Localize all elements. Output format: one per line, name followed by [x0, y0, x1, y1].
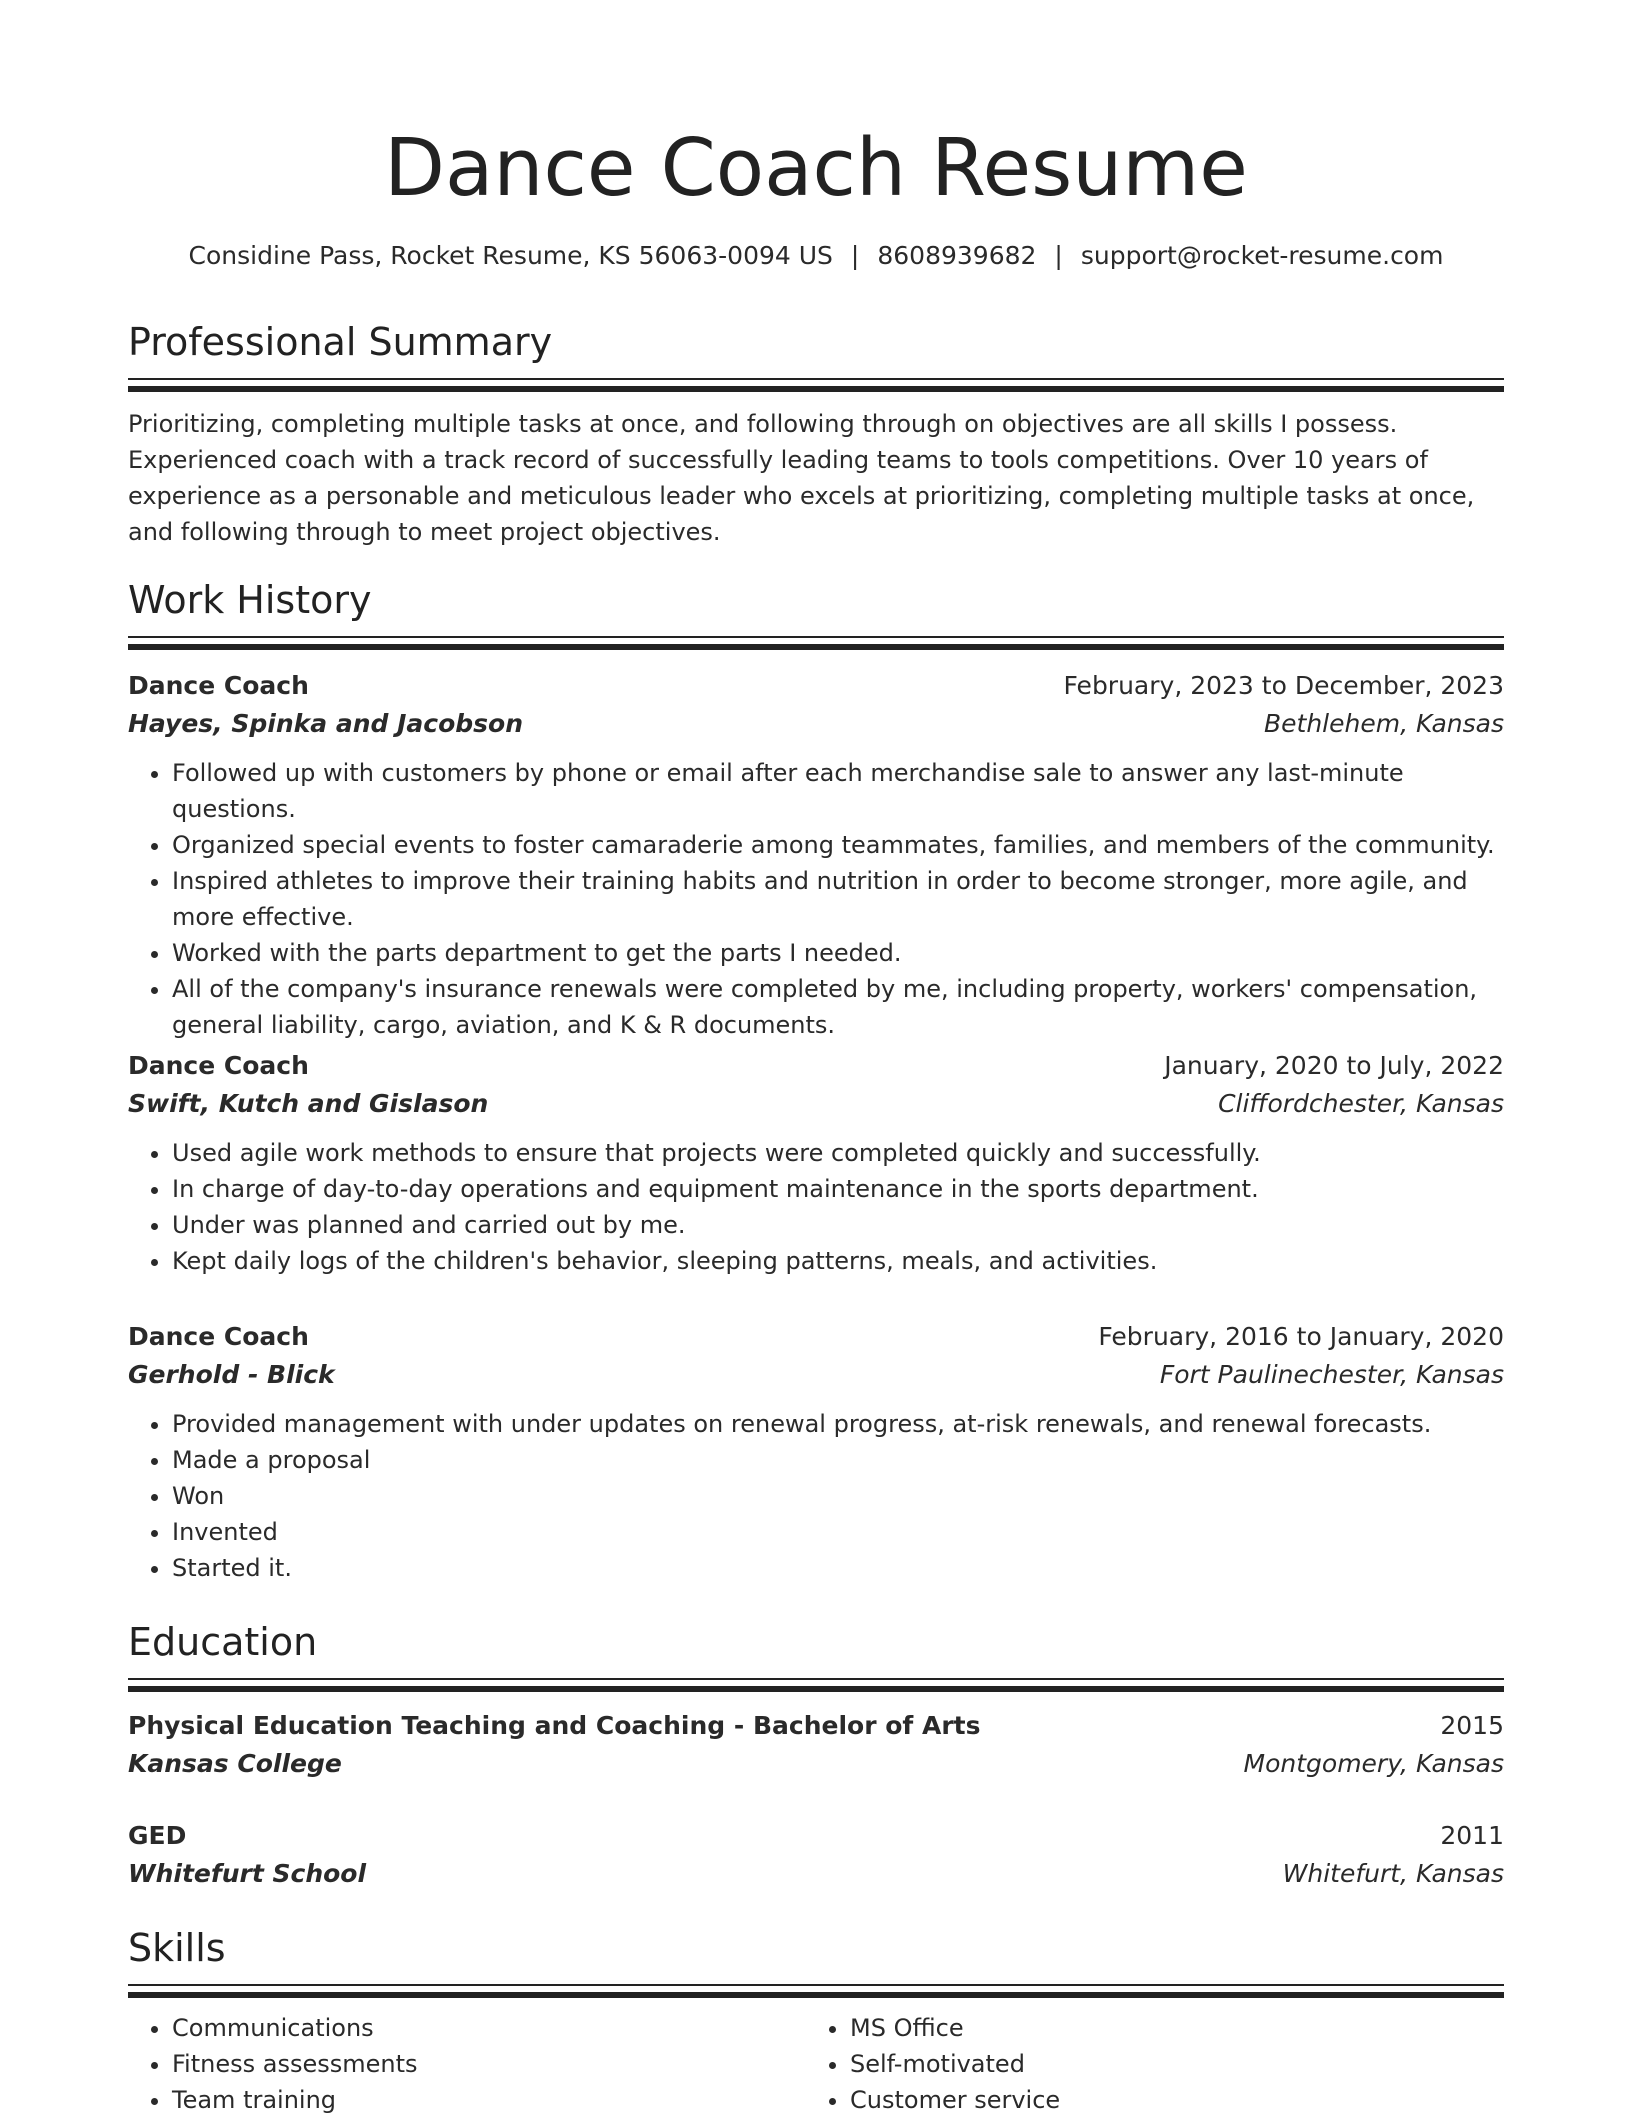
skills-list: [806, 2010, 1484, 2118]
list-item: • Followed up with customers by phone or email after each merchandise sale to answer any last-minute questions.: [172, 755, 1504, 827]
section-divider: [128, 1678, 1504, 1680]
job-company: Gerhold - Blick: [128, 1360, 335, 1389]
list-item: • All of the company's insurance renewals were completed by me, including property, workers' compensation, general liability, cargo, aviation, and K & R documents.: [172, 971, 1504, 1043]
skill-item: • Team training: [172, 2082, 806, 2118]
skill-item: • MS Office: [850, 2010, 1484, 2046]
section-divider-thick: [128, 1992, 1504, 1998]
section-divider: [128, 378, 1504, 380]
skills-section: [128, 1924, 1504, 2118]
section-divider-thick: [128, 1686, 1504, 1692]
summary-section: [128, 318, 1504, 550]
school-location: Montgomery, Kansas: [1243, 1749, 1504, 1778]
job-bullets: [128, 1406, 1504, 1586]
list-item: • Under was planned and carried out by me.: [172, 1207, 1504, 1243]
school-name: Whitefurt School: [128, 1859, 367, 1888]
job-company: Swift, Kutch and Gislason: [128, 1089, 489, 1118]
section-divider: [128, 636, 1504, 638]
work-history-section: [128, 576, 1504, 650]
job-dates: February, 2023 to December, 2023: [1063, 671, 1504, 700]
degree: GED: [128, 1821, 187, 1850]
skill-item: • Communications: [172, 2010, 806, 2046]
list-item: • Made a proposal: [172, 1442, 1504, 1478]
list-item: • Worked with the parts department to get the parts I needed.: [172, 935, 1504, 971]
job-entry: [128, 1318, 1504, 1586]
list-item: • Used agile work methods to ensure that projects were completed quickly and successfully.: [172, 1135, 1504, 1171]
contact-address: Considine Pass, Rocket Resume, KS 56063-0094 US: [188, 241, 833, 270]
job-bullets: [128, 755, 1504, 1043]
list-item: • Provided management with under updates on renewal progress, at-risk renewals, and renewal forecasts.: [172, 1406, 1504, 1442]
education-entry: [128, 1817, 1504, 1893]
list-item: • Won: [172, 1478, 1504, 1514]
skills-column-left: [128, 2010, 806, 2118]
job-title: Dance Coach: [128, 1322, 309, 1351]
list-item: • In charge of day-to-day operations and equipment maintenance in the sports department.: [172, 1171, 1504, 1207]
section-divider-thick: [128, 386, 1504, 392]
job-entry: [128, 1047, 1504, 1279]
job-location: Fort Paulinechester, Kansas: [1159, 1360, 1504, 1389]
contact-separator: |: [850, 241, 860, 270]
job-title: Dance Coach: [128, 671, 309, 700]
job-dates: January, 2020 to July, 2022: [1164, 1051, 1504, 1080]
list-item: • Invented: [172, 1514, 1504, 1550]
job-title: Dance Coach: [128, 1051, 309, 1080]
degree: Physical Education Teaching and Coaching - Bachelor of Arts: [128, 1711, 981, 1740]
skill-item: • Fitness assessments: [172, 2046, 806, 2082]
job-company: Hayes, Spinka and Jacobson: [128, 709, 524, 738]
graduation-year: 2015: [1440, 1711, 1504, 1740]
contact-separator: |: [1054, 241, 1063, 270]
education-section: [128, 1618, 1504, 1692]
summary-text: Prioritizing, completing multiple tasks at once, and following through on objectives are all skills I possess. Experienced coach with a track record of successfully leading teams to tools competitions. Over 10 years of experience as a personable and meticulous leader who excels at prioritizing, completing multiple tasks at once, and following through to meet project objectives.: [128, 410, 1475, 546]
education-entry: [128, 1707, 1504, 1783]
section-heading: Skills: [128, 1926, 226, 1970]
contact-line: [128, 238, 1504, 274]
graduation-year: 2011: [1440, 1821, 1504, 1850]
skill-item: • Self-motivated: [850, 2046, 1484, 2082]
list-item: • Organized special events to foster camaraderie among teammates, families, and members of the community.: [172, 827, 1504, 863]
job-dates: February, 2016 to January, 2020: [1098, 1322, 1504, 1351]
job-bullets: [128, 1135, 1504, 1279]
section-divider: [128, 1984, 1504, 1986]
section-heading: Education: [128, 1620, 318, 1664]
section-divider-thick: [128, 644, 1504, 650]
contact-email: support@rocket-resume.com: [1080, 241, 1444, 270]
list-item: • Inspired athletes to improve their training habits and nutrition in order to become stronger, more agile, and more effective.: [172, 863, 1504, 935]
list-item: • Kept daily logs of the children's behavior, sleeping patterns, meals, and activities.: [172, 1243, 1504, 1279]
job-location: Cliffordchester, Kansas: [1218, 1089, 1504, 1118]
list-item: • Started it.: [172, 1550, 1504, 1586]
skills-column-right: [806, 2010, 1484, 2118]
skills-list: [128, 2010, 806, 2118]
section-heading: Professional Summary: [128, 320, 553, 364]
job-entry: [128, 667, 1504, 1043]
school-name: Kansas College: [128, 1749, 342, 1778]
page-title: Dance Coach Resume: [384, 122, 1248, 214]
job-location: Bethlehem, Kansas: [1263, 709, 1504, 738]
school-location: Whitefurt, Kansas: [1282, 1859, 1504, 1888]
contact-phone: 8608939682: [877, 241, 1037, 270]
skills-columns: [128, 2010, 1504, 2118]
section-heading: Work History: [128, 578, 372, 622]
skill-item: • Customer service: [850, 2082, 1484, 2118]
